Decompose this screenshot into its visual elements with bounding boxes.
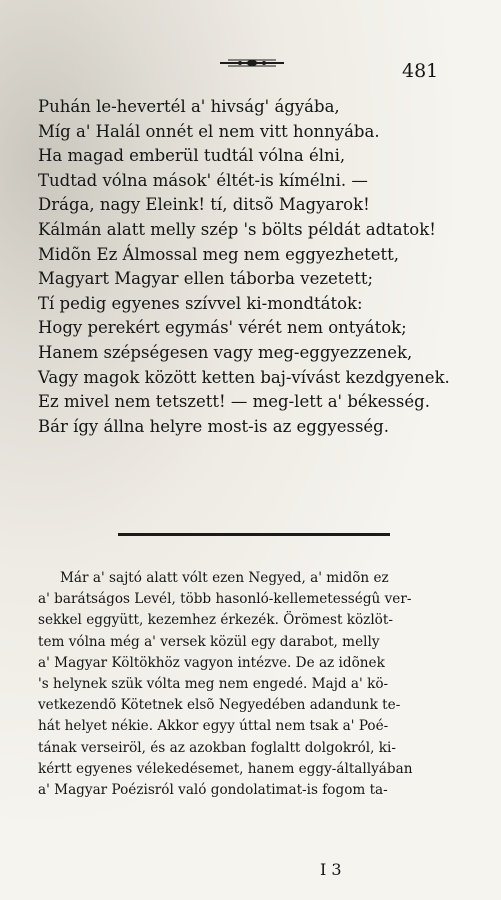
prose-line: Már a' sajtó alatt vólt ezen Negyed, a' midõn ez xyxy=(60,570,389,586)
poem-line: Vagy magok között ketten baj-vívást kezdgyenek. xyxy=(38,367,450,387)
prose-line: tának verseiröl, és az azokban foglaltt dolgokról, ki- xyxy=(38,739,396,756)
prose-line: vetkezendõ Kötetnek elsõ Negyedében adandunk te- xyxy=(38,697,401,714)
prose-line: a' barátságos Levél, több hasonló-kellemetességû ver- xyxy=(38,591,412,608)
poem-block xyxy=(38,95,483,439)
poem-line: Magyart Magyar ellen táborba vezetett; xyxy=(38,269,374,289)
prose-line: 's helynek szük vólta meg nem engedé. Majd a' kö- xyxy=(38,676,389,693)
poem-line: Kálmán alatt melly szép 's bölts példát adtatok! xyxy=(38,219,436,239)
poem-line: Drága, nagy Eleink! tí, ditsõ Magyarok! xyxy=(38,195,370,215)
prose-line: a' Magyar Költökhöz vagyon intézve. De az idõnek xyxy=(38,654,385,671)
poem-line: Bár így állna helyre most-is az eggyesség. xyxy=(38,416,389,436)
prose-line: kértt egyenes vélekedésemet, hanem eggy-általlyában xyxy=(38,760,413,777)
poem-line: Ha magad emberül tudtál vólna élni, xyxy=(38,146,346,166)
poem-line: Tudtad vólna mások' éltét-is kímélni. — xyxy=(38,170,368,190)
poem-line: Midõn Ez Álmossal meg nem eggyezhetett, xyxy=(38,244,400,264)
poem-line: Hanem szépségesen vagy meg-eggyezzenek, xyxy=(38,342,413,362)
poem-line: Tí pedig egyenes szívvel ki-mondtátok: xyxy=(38,293,363,313)
section-divider xyxy=(118,533,390,536)
page-number: 481 xyxy=(402,60,439,82)
signature-mark: I 3 xyxy=(320,860,342,879)
prose-line: a' Magyar Poézisról való gondolatimat-is fogom ta- xyxy=(38,782,388,799)
prose-line: tem vólna még a' versek közül egy darabot, melly xyxy=(38,633,380,650)
prose-block xyxy=(38,568,463,801)
prose-line: hát helyet nékie. Akkor egyy úttal nem tsak a' Poé- xyxy=(38,718,389,735)
poem-line: Puhán le-hevertél a' hivság' ágyába, xyxy=(38,97,340,116)
prose-line: sekkel eggyütt, kezemhez érkezék. Örömest közlöt- xyxy=(38,612,393,629)
poem-line: Míg a' Halál onnét el nem vitt honnyába. xyxy=(38,121,380,141)
poem-line: Hogy perekért egymás' vérét nem ontyátok; xyxy=(38,318,407,338)
ornament-icon xyxy=(220,56,284,70)
poem-line: Ez mivel nem tetszett! — meg-lett a' békesség. xyxy=(38,392,430,412)
